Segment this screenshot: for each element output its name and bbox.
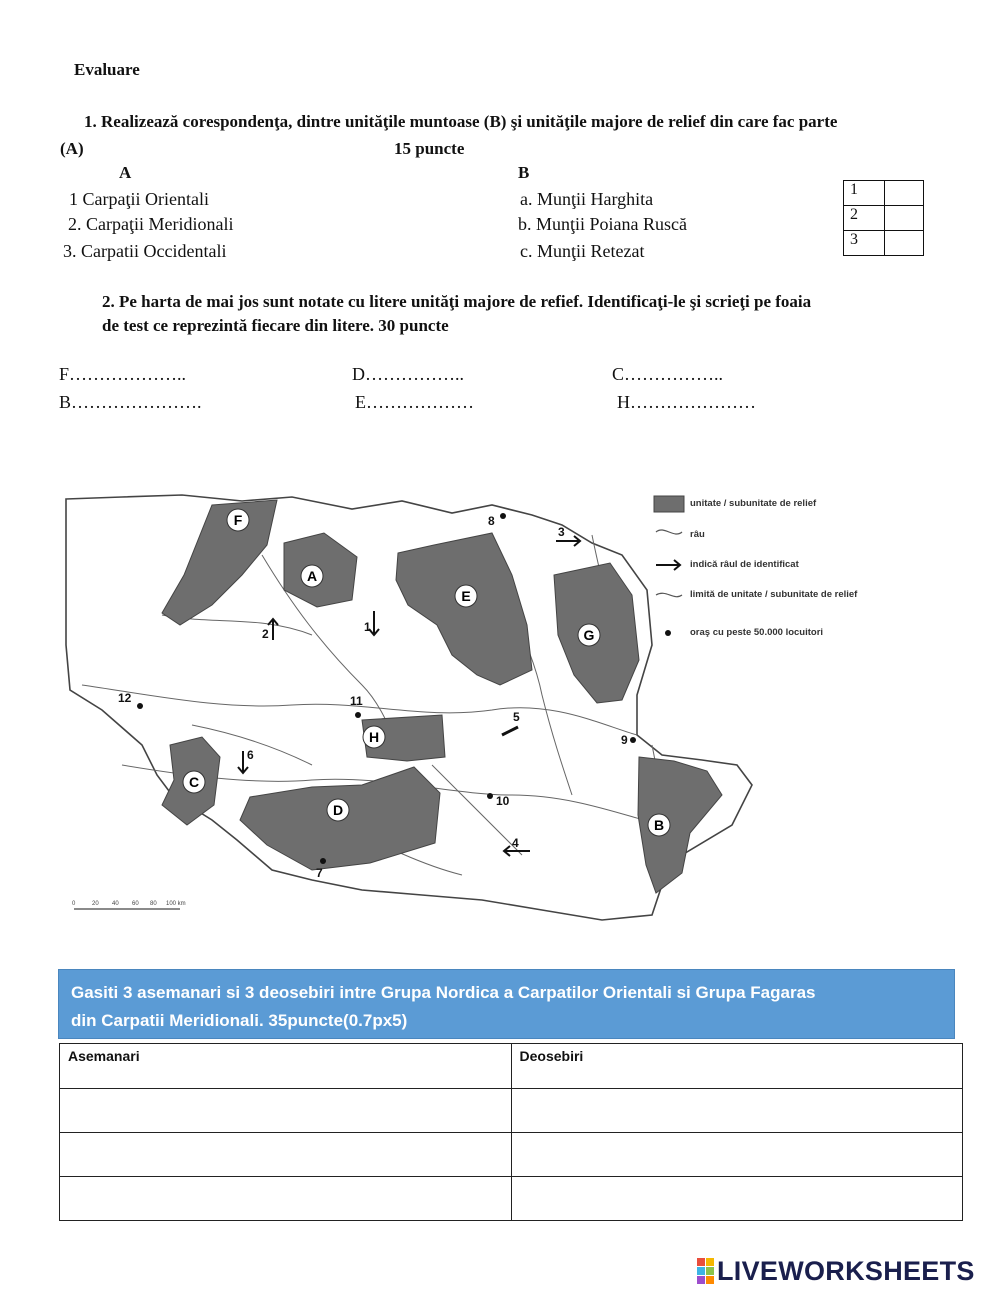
deosebiri-cell-2[interactable] [511,1133,963,1177]
answer-box-num: 1 [844,181,885,206]
blank-e[interactable]: E……………… [355,392,474,412]
marker-9: 9 [621,733,628,747]
page-title: Evaluare [74,60,140,79]
scale-0: 0 [72,901,76,907]
col-b-item-a: a. Munţii Harghita [520,189,654,209]
region-label-b: B [653,817,665,833]
q1-label: (A) [60,139,84,158]
logo-blocks-icon [697,1258,714,1284]
marker-2: 2 [262,627,269,641]
answer-input-2[interactable] [885,206,924,231]
q2-text: . Pe harta de mai jos sunt notate cu litere unităţi majore de refief. Identificaţi-le şi scrieţi pe foaia [110,292,812,311]
legend-unit: unitate / subunitate de relief [690,498,817,509]
marker-5: 5 [513,710,520,724]
scale-60: 60 [132,901,139,907]
legend-city: oraş cu peste 50.000 locuitori [690,627,824,638]
col-asemanari-header: Asemanari [60,1044,512,1089]
region-label-h: H [368,729,380,745]
answer-box-num: 2 [844,206,885,231]
answer-box [843,180,924,256]
marker-8: 8 [488,514,495,528]
q2-text-line1 [102,292,811,312]
scale-20: 20 [92,901,99,907]
logo-text: LIVEWORKSHEETS [717,1255,975,1286]
answer-input-1[interactable] [885,181,924,206]
comparison-table [59,1043,963,1221]
marker-6: 6 [247,748,254,762]
blank-b[interactable]: B…………………. [59,392,202,412]
region-label-c: C [188,774,200,790]
marker-11: 11 [350,694,363,708]
deosebiri-cell-3[interactable] [511,1177,963,1221]
blank-c[interactable]: C…………….. [612,364,724,384]
marker-7: 7 [316,866,323,880]
blank-h[interactable]: H………………… [617,392,756,412]
q3-banner-line1: Gasiti 3 asemanari si 3 deosebiri intre Grupa Nordica a Carpatilor Orientali si Grupa Fagaras [71,983,816,1002]
legend-river: râu [690,529,705,540]
col-a-item-1: 1 Carpaţii Orientali [69,189,209,209]
col-a-item-3: 3. Carpatii Occidentali [63,241,227,261]
answer-input-3[interactable] [885,231,924,256]
q1-text: 1. Realizează corespondenţa, dintre unităţile muntoase (B) şi unităţile majore de relief din care fac parte [84,112,838,131]
marker-1: 1 [364,620,371,634]
asemanari-cell-2[interactable] [60,1133,512,1177]
liveworksheets-logo [697,1254,975,1288]
scale-80: 80 [150,901,157,907]
col-b-header: B [518,163,530,182]
scale-40: 40 [112,901,119,907]
q2-number: 2 [102,292,111,311]
region-label-g: G [583,627,595,643]
col-b-item-c: c. Munţii Retezat [520,241,645,261]
romania-relief-map [62,495,858,927]
col-a-header: A [119,163,132,182]
col-b-item-b: b. Munţii Poiana Ruscă [518,214,687,234]
col-deosebiri-header: Deosebiri [511,1044,963,1089]
region-label-a: A [306,568,318,584]
legend-limit: limită de unitate / subunitate de relief [690,589,858,600]
blank-f[interactable]: F……………….. [59,364,187,384]
asemanari-cell-3[interactable] [60,1177,512,1221]
region-label-d: D [332,802,344,818]
marker-3: 3 [558,525,565,539]
marker-12: 12 [118,691,132,705]
col-a-item-2: 2. Carpaţii Meridionali [68,214,234,234]
blank-d[interactable]: D…………….. [352,364,464,384]
region-label-e: E [461,588,471,604]
scale-100: 100 km [166,901,186,907]
q3-banner [58,969,955,1039]
answer-box-num: 3 [844,231,885,256]
marker-10: 10 [496,794,510,808]
q1-points: 15 puncte [394,139,465,158]
marker-4: 4 [512,836,519,850]
legend-arrow: indică râul de identificat [690,559,799,570]
deosebiri-cell-1[interactable] [511,1089,963,1133]
q2-text-line2: de test ce reprezintă fiecare din litere. 30 puncte [102,316,449,335]
q3-banner-line2: din Carpatii Meridionali. 35puncte(0.7px5) [71,1011,408,1030]
region-label-f: F [233,512,243,528]
asemanari-cell-1[interactable] [60,1089,512,1133]
